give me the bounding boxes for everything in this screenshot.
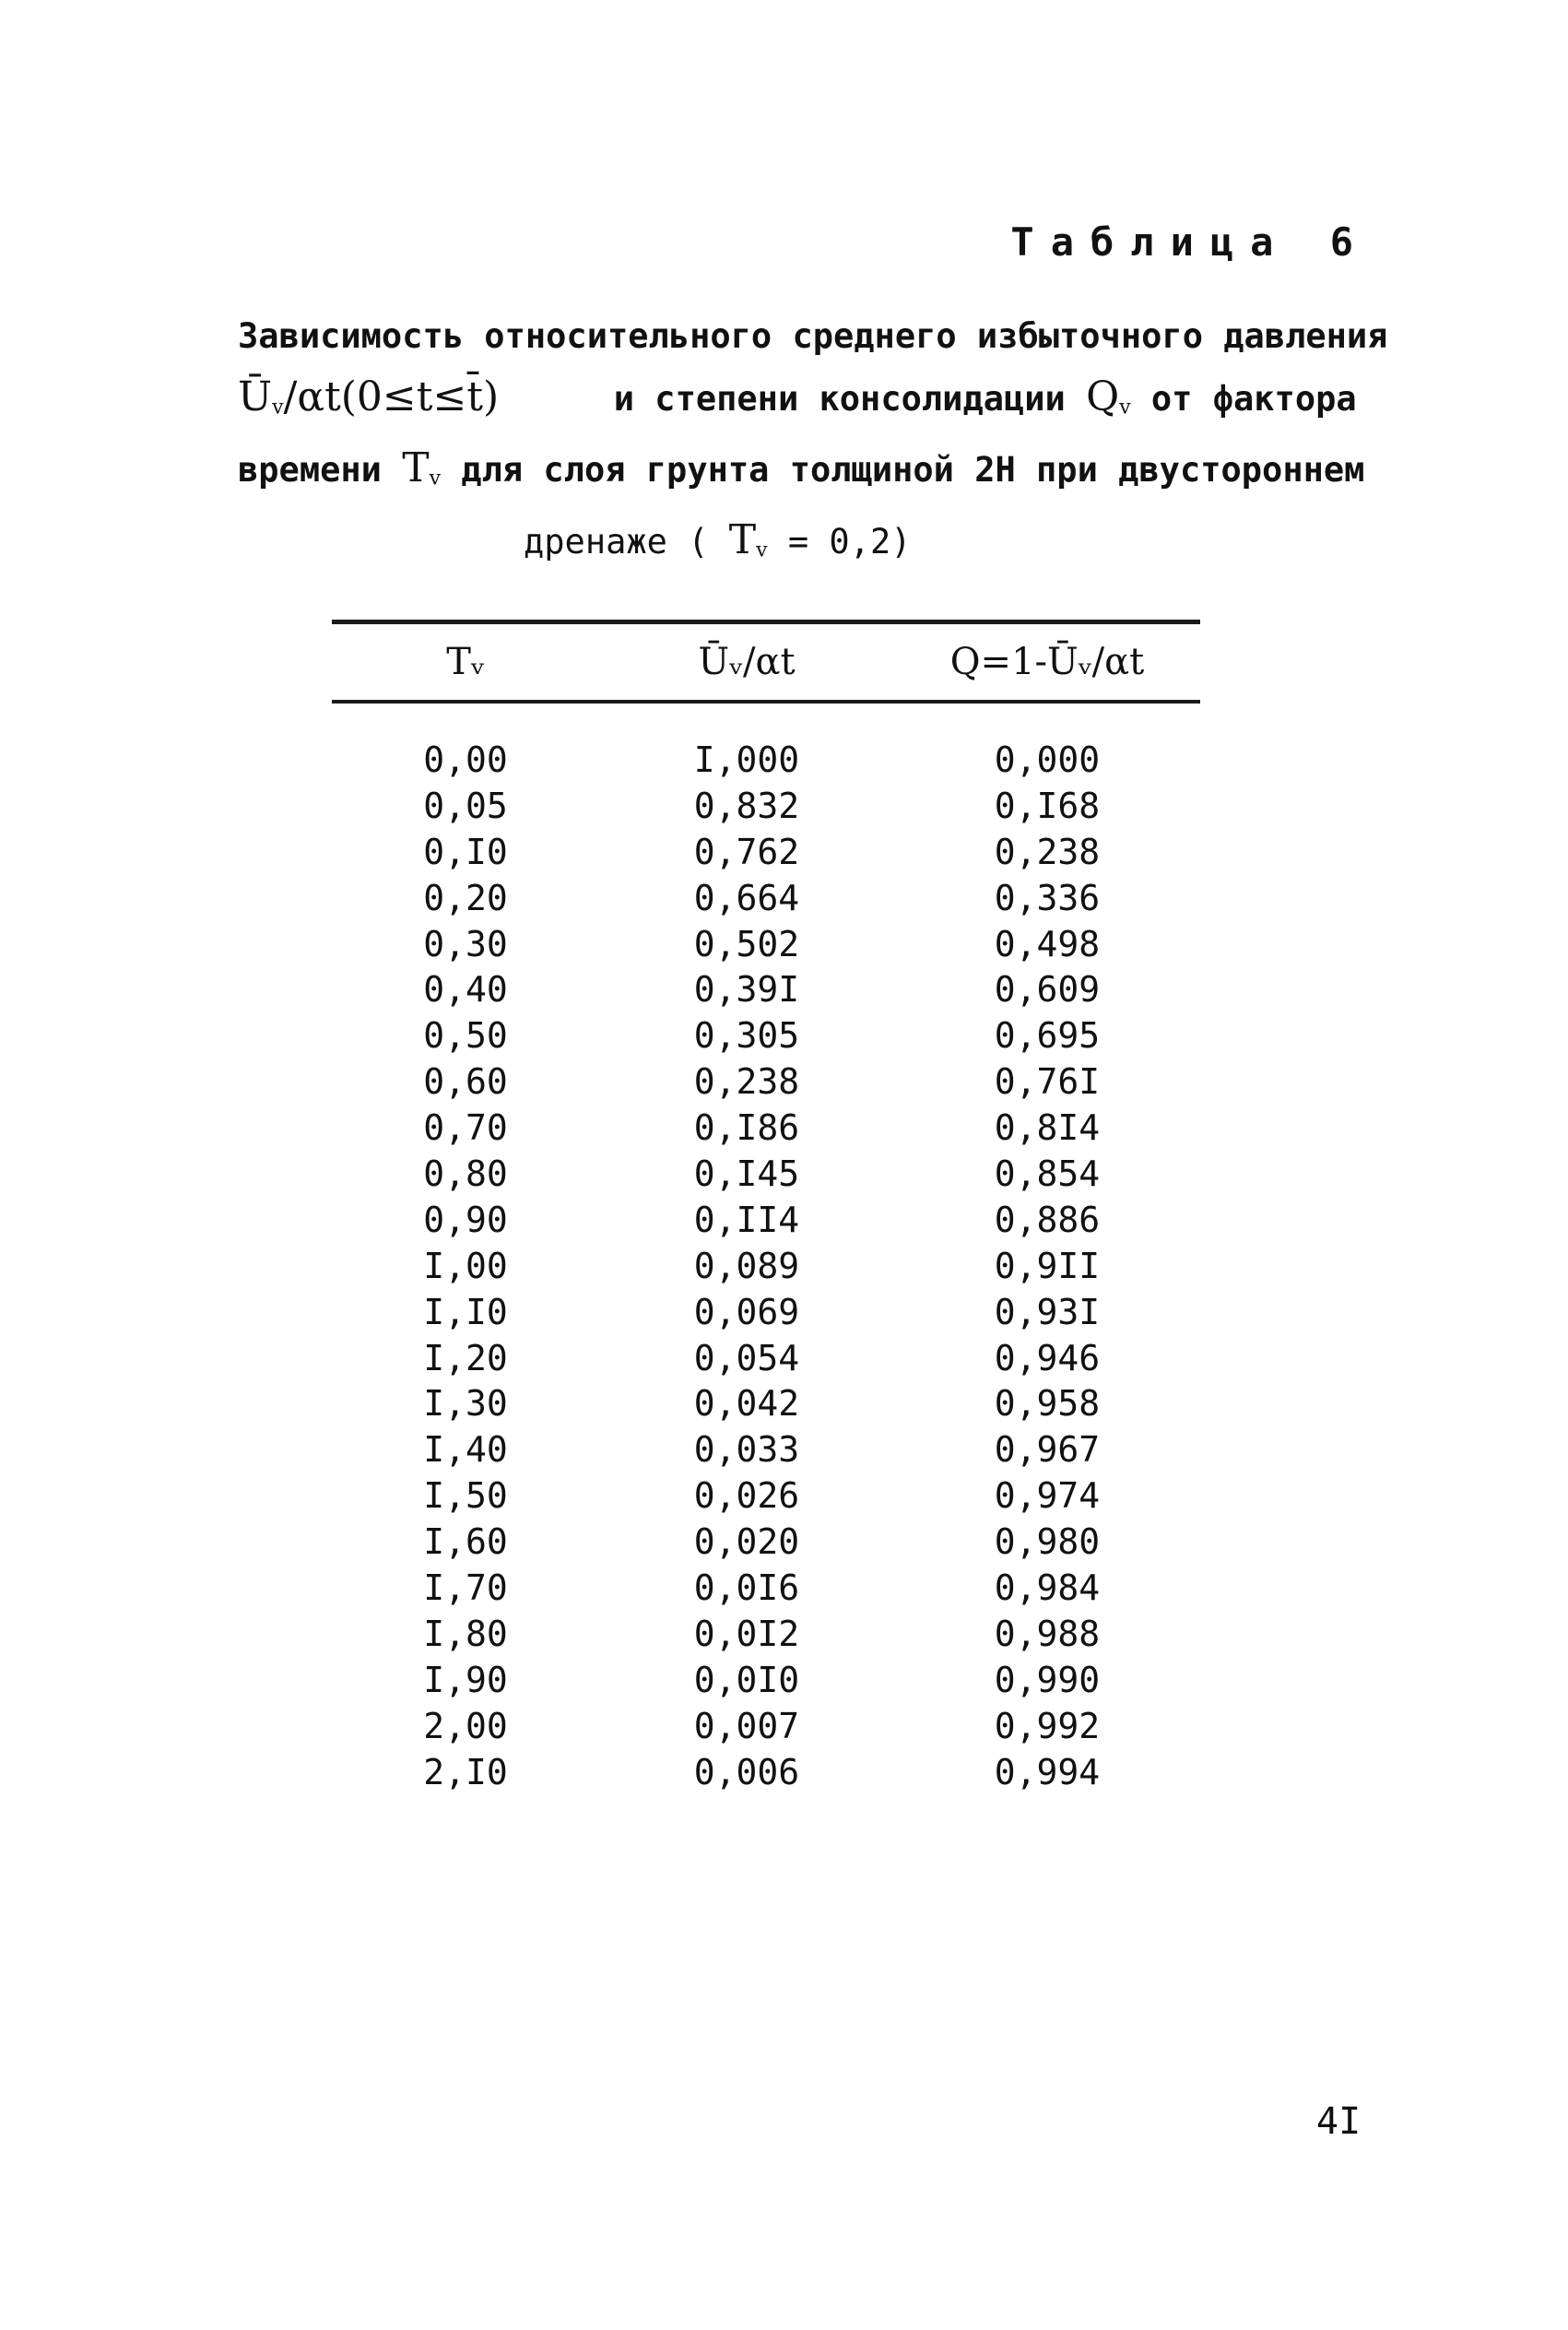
table-body: [332, 704, 1200, 1794]
cell-u-ratio: 0,832: [693, 785, 800, 826]
caption-text-4b: = 0,2): [787, 521, 912, 562]
cell-tv: 0,50: [423, 1015, 508, 1057]
cell-q: 0,238: [994, 831, 1101, 872]
formula-q-symbol: Q: [1086, 373, 1120, 420]
cell-u-ratio: 0,026: [693, 1475, 800, 1517]
cell-tv: 0,80: [423, 1153, 508, 1194]
cell-tv: 0,70: [423, 1107, 508, 1149]
cell-q: 0,992: [994, 1705, 1101, 1746]
table-row: [332, 783, 1200, 829]
cell-q: 0,695: [994, 1015, 1101, 1057]
cell-tv: 0,30: [423, 923, 508, 964]
cell-tv: I,80: [423, 1613, 508, 1654]
table-row: [332, 1243, 1200, 1289]
cell-tv: 0,20: [423, 877, 508, 918]
table-row: [332, 875, 1200, 921]
cell-u-ratio: 0,I86: [693, 1107, 800, 1149]
caption-text-2b: от фактора: [1150, 379, 1357, 419]
cell-q: 0,336: [994, 877, 1101, 918]
cell-u-ratio: 0,502: [693, 923, 800, 964]
cell-u-ratio: 0,089: [693, 1245, 800, 1286]
table-row: [332, 1059, 1200, 1105]
formula-t2-symbol: T: [728, 515, 757, 563]
table-row: [332, 1473, 1200, 1519]
cell-tv: I,90: [423, 1659, 508, 1700]
cell-u-ratio: 0,069: [693, 1291, 800, 1332]
formula-q-subscript: v: [1119, 396, 1131, 420]
cell-q: 0,93I: [994, 1291, 1101, 1332]
caption-formula-q: [1086, 373, 1131, 420]
cell-u-ratio: 0,020: [693, 1521, 800, 1563]
cell-u-ratio: 0,238: [693, 1061, 800, 1103]
cell-u-ratio: 0,II4: [693, 1199, 800, 1240]
table-row: [332, 1519, 1200, 1565]
cell-u-ratio: 0,762: [693, 831, 800, 872]
table-row: [332, 1012, 1200, 1059]
cell-u-ratio: 0,042: [693, 1383, 800, 1425]
caption-text-2: и степени консолидации: [613, 379, 1066, 419]
table-header-row: [332, 624, 1200, 700]
cell-q: 0,886: [994, 1199, 1101, 1240]
caption-line-2: [238, 367, 1357, 438]
cell-u-ratio: 0,39I: [693, 969, 800, 1011]
table-row: [332, 829, 1200, 875]
cell-u-ratio: 0,0I6: [693, 1567, 800, 1608]
table-row: [332, 1289, 1200, 1335]
cell-tv: 0,60: [423, 1061, 508, 1103]
cell-u-ratio: 0,0I0: [693, 1659, 800, 1700]
caption-text-4: дренаже (: [524, 521, 709, 562]
table-row: [332, 1151, 1200, 1197]
cell-q: 0,8I4: [994, 1107, 1101, 1149]
caption-text-3b: для слоя грунта толщиной 2Н при двустороннем: [461, 450, 1365, 491]
cell-u-ratio: 0,I45: [693, 1153, 800, 1194]
cell-q: 0,946: [994, 1337, 1101, 1378]
table-row: [332, 1703, 1200, 1749]
formula-t-subscript: v: [429, 467, 442, 491]
cell-tv: 0,00: [423, 739, 508, 780]
cell-tv: I,20: [423, 1337, 508, 1378]
consolidation-table: [332, 620, 1200, 1794]
cell-tv: 0,90: [423, 1199, 508, 1240]
cell-u-ratio: 0,007: [693, 1705, 800, 1746]
table-row: [332, 1611, 1200, 1657]
table-row: [332, 1197, 1200, 1243]
cell-tv: I,60: [423, 1521, 508, 1563]
cell-q: 0,967: [994, 1429, 1101, 1471]
formula-u-symbol: Ū: [238, 373, 273, 420]
header-u-ratio: Ūᵥ/αt: [698, 641, 796, 683]
table-row: [332, 1105, 1200, 1151]
caption-line-3: [238, 438, 1365, 509]
cell-tv: 2,I0: [423, 1751, 508, 1792]
table-row: [332, 1749, 1200, 1795]
table-row: [332, 1380, 1200, 1426]
cell-tv: I,I0: [423, 1291, 508, 1332]
table-row: [332, 921, 1200, 967]
cell-q: 0,990: [994, 1659, 1101, 1700]
header-q: Q=1-Ūᵥ/αt: [949, 641, 1145, 683]
table-row: [332, 1426, 1200, 1473]
header-tv: Tᵥ: [446, 641, 485, 683]
cell-q: 0,988: [994, 1613, 1101, 1654]
table-row: [332, 1335, 1200, 1381]
table-row: [332, 737, 1200, 783]
caption-formula-t: [402, 444, 441, 491]
table-label: Таблица 6: [1010, 219, 1370, 265]
caption-line-1: [238, 306, 1388, 367]
formula-u-rest: /αt(0≤t≤t̄): [283, 373, 500, 420]
formula-u-subscript: v: [272, 396, 284, 420]
cell-tv: 0,I0: [423, 831, 508, 872]
caption-formula-t2: [729, 516, 768, 563]
cell-q: 0,994: [994, 1751, 1101, 1792]
cell-q: 0,609: [994, 969, 1101, 1011]
cell-q: 0,498: [994, 923, 1101, 964]
caption-formula-u: [238, 373, 499, 420]
cell-q: 0,980: [994, 1521, 1101, 1563]
cell-tv: I,50: [423, 1475, 508, 1517]
cell-u-ratio: 0,006: [693, 1751, 800, 1792]
cell-u-ratio: 0,305: [693, 1015, 800, 1057]
caption-line-4: [238, 510, 1307, 581]
table-row: [332, 966, 1200, 1012]
table-row: [332, 1657, 1200, 1703]
formula-t2-subscript: v: [756, 538, 768, 562]
cell-q: 0,854: [994, 1153, 1101, 1194]
cell-u-ratio: 0,054: [693, 1337, 800, 1378]
cell-u-ratio: 0,033: [693, 1429, 800, 1471]
cell-tv: I,40: [423, 1429, 508, 1471]
cell-q: 0,974: [994, 1475, 1101, 1517]
cell-q: 0,984: [994, 1567, 1101, 1608]
cell-q: 0,I68: [994, 785, 1101, 826]
caption-text-1: Зависимость относительного среднего избыточного давления: [238, 316, 1388, 356]
cell-u-ratio: 0,664: [693, 877, 800, 918]
cell-tv: I,00: [423, 1245, 508, 1286]
cell-q: 0,000: [994, 739, 1101, 780]
cell-tv: 2,00: [423, 1705, 508, 1746]
cell-tv: 0,40: [423, 969, 508, 1011]
cell-u-ratio: 0,0I2: [693, 1613, 800, 1654]
cell-q: 0,958: [994, 1383, 1101, 1425]
caption-text-3: времени: [238, 450, 382, 491]
cell-tv: 0,05: [423, 785, 508, 826]
table-caption: [238, 306, 1388, 581]
table-row: [332, 1565, 1200, 1611]
cell-tv: I,30: [423, 1383, 508, 1425]
cell-u-ratio: I,000: [693, 739, 800, 780]
cell-tv: I,70: [423, 1567, 508, 1608]
cell-q: 0,9II: [994, 1245, 1101, 1286]
cell-q: 0,76I: [994, 1061, 1101, 1103]
formula-t-symbol: T: [402, 444, 430, 492]
page-number: 4I: [1316, 2100, 1362, 2143]
